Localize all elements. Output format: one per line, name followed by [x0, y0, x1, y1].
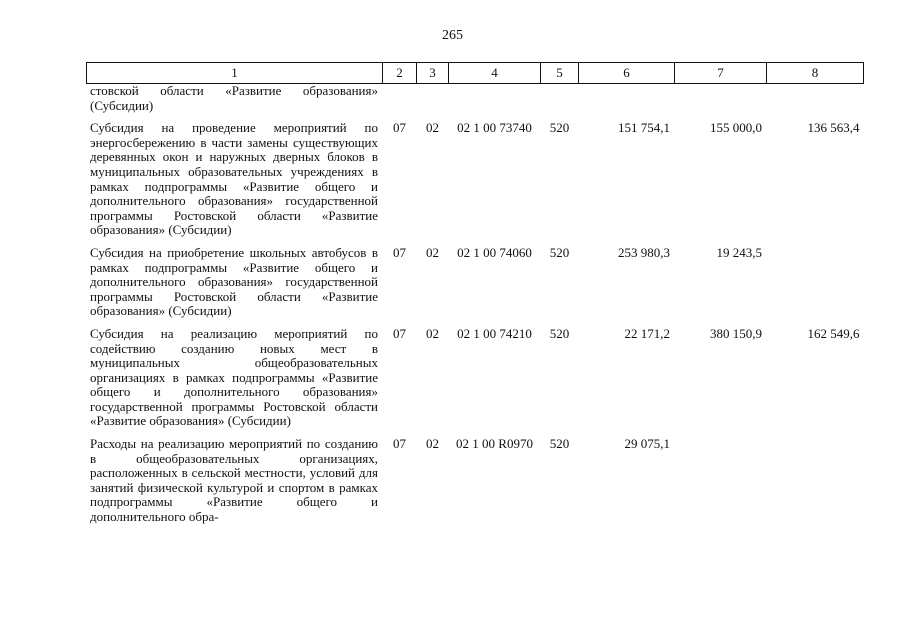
target-article-code: 02 1 00 73740 [457, 120, 532, 136]
table-body [87, 84, 864, 525]
amount-year-1: 22 171,2 [624, 325, 670, 341]
row-description: Субсидия на приобретение школьных автобусов в рамках подпрограммы «Развитие общего и дополнительного образования» государственной программы Ростовской области «Развитие образования» (Субсидии) [90, 244, 378, 319]
column-number-2: 2 [383, 63, 417, 84]
amount-year-3: 162 549,6 [807, 325, 860, 341]
target-article-code: 02 1 00 74210 [457, 325, 532, 341]
amount-year-2: 19 243,5 [716, 244, 762, 260]
target-article-code: 02 1 00 R0970 [456, 436, 533, 452]
amount-year-3 [767, 84, 864, 122]
column-number-7: 7 [675, 63, 767, 84]
subsection-code: 02 [426, 436, 439, 452]
section-code [383, 84, 417, 122]
row-description: Расходы на реализацию мероприятий по созданию в общеобразовательных организациях, расположенных в сельской местности, условий для занятий физической культурой и спортом в рамках подпрограммы «Развитие общего и дополнительного обра- [90, 436, 378, 525]
column-number-1: 1 [87, 63, 383, 84]
section-code: 07 [393, 325, 406, 341]
amount-year-1: 253 980,3 [618, 244, 670, 260]
table-row [87, 327, 864, 437]
table-header [87, 63, 864, 84]
subsection-code: 02 [426, 244, 439, 260]
column-number-3: 3 [417, 63, 449, 84]
subsection-code [417, 84, 449, 122]
page-number: 265 [442, 28, 463, 43]
column-number-8: 8 [767, 63, 864, 84]
amount-year-2: 380 150,9 [710, 325, 762, 341]
amount-year-2: 155 000,0 [710, 120, 762, 136]
column-number-5: 5 [541, 63, 579, 84]
budget-table [86, 62, 864, 525]
expense-type-code: 520 [549, 325, 570, 341]
section-code: 07 [393, 120, 406, 136]
column-number-6: 6 [579, 63, 675, 84]
target-article-code [449, 84, 541, 122]
amount-year-3 [767, 437, 864, 525]
section-code: 07 [393, 436, 406, 452]
expense-type-code [541, 84, 579, 122]
amount-year-3: 136 563,4 [807, 120, 860, 136]
section-code: 07 [393, 244, 406, 260]
row-description: Субсидия на проведение мероприятий по энергосбережению в части замены существующих деревянных окон и наружных дверных блоков в муниципальных образовательных учреждениях в рамках подпрограммы «Развитие общего и дополнительного образования» государственной программы Ростовской области «Развитие образования» (Субсидии) [90, 120, 378, 238]
table-row [87, 121, 864, 246]
table-row [87, 246, 864, 327]
subsection-code: 02 [426, 325, 439, 341]
subsection-code: 02 [426, 120, 439, 136]
amount-year-2 [675, 84, 767, 122]
row-description: Субсидия на реализацию мероприятий по содействию созданию новых мест в муниципальных общеобразовательных организациях в рамках подпрограммы «Развитие общего и дополнительного образования» государственной программы Ростовской области «Развитие образования» (Субсидии) [90, 325, 378, 429]
expense-type-code: 520 [549, 120, 570, 136]
amount-year-1: 151 754,1 [618, 120, 670, 136]
expense-type-code: 520 [549, 244, 570, 260]
target-article-code: 02 1 00 74060 [457, 244, 532, 260]
amount-year-2 [675, 437, 767, 525]
amount-year-3 [767, 246, 864, 327]
column-number-4: 4 [449, 63, 541, 84]
table-row [87, 437, 864, 525]
amount-year-1: 29 075,1 [624, 436, 670, 452]
table-row [87, 84, 864, 122]
row-description: стовской области «Развитие образования» (Субсидии) [90, 83, 378, 113]
expense-type-code: 520 [549, 436, 570, 452]
header-row [87, 63, 864, 84]
amount-year-1 [579, 84, 675, 122]
